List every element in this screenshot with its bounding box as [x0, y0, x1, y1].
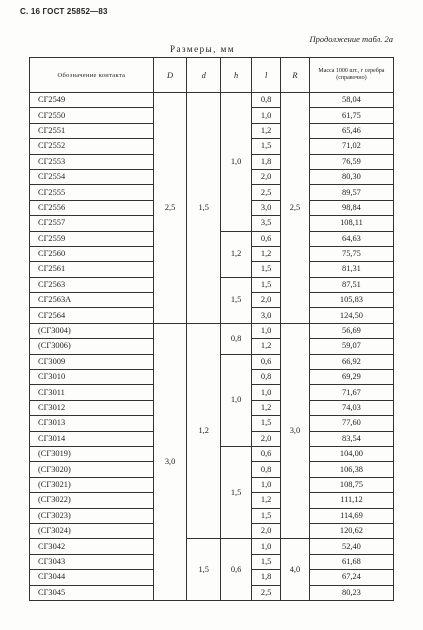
cell-l: 3,5 [252, 216, 281, 231]
cell-mass: 98,84 [309, 200, 393, 215]
table-row [30, 323, 394, 338]
cell-name: СГ2554 [30, 169, 154, 184]
cell-l: 2,0 [252, 169, 281, 184]
cell-d: 1,5 [187, 93, 221, 324]
cell-l: 2,0 [252, 431, 281, 446]
cell-name: СГ2561 [30, 262, 154, 277]
cell-D: 2,5 [153, 93, 187, 324]
cell-l: 1,5 [252, 262, 281, 277]
cell-mass: 105,83 [309, 293, 393, 308]
cell-name: СГ2564 [30, 308, 154, 323]
dimensions-title: Размеры, мм [170, 44, 236, 54]
cell-mass: 52,40 [309, 539, 393, 554]
page-header: С. 16 ГОСТ 25852—83 [20, 7, 108, 16]
table-row [30, 539, 394, 554]
cell-mass: 80,30 [309, 169, 393, 184]
cell-mass: 111,12 [309, 493, 393, 508]
cell-name: СГ2563А [30, 293, 154, 308]
cell-name: СГ3010 [30, 370, 154, 385]
cell-name: (СГ3019) [30, 446, 154, 461]
cell-name: (СГ3006) [30, 339, 154, 354]
cell-l: 1,8 [252, 154, 281, 169]
cell-name: СГ2555 [30, 185, 154, 200]
cell-h: 1,2 [220, 231, 251, 277]
cell-name: (СГ3022) [30, 493, 154, 508]
cell-l: 0,8 [252, 370, 281, 385]
cell-l: 1,5 [252, 508, 281, 523]
cell-mass: 61,75 [309, 108, 393, 123]
cell-name: СГ2563 [30, 277, 154, 292]
cell-D: 3,0 [153, 323, 187, 600]
cell-mass: 77,60 [309, 416, 393, 431]
cell-l: 1,2 [252, 400, 281, 415]
cell-mass: 59,07 [309, 339, 393, 354]
cell-h: 0,6 [220, 539, 251, 601]
cell-name: СГ3042 [30, 539, 154, 554]
cell-l: 1,5 [252, 416, 281, 431]
cell-mass: 75,75 [309, 246, 393, 261]
cell-mass: 71,02 [309, 139, 393, 154]
cell-mass: 108,75 [309, 477, 393, 492]
cell-name: СГ3043 [30, 554, 154, 569]
cell-mass: 106,38 [309, 462, 393, 477]
cell-name: СГ3013 [30, 416, 154, 431]
cell-name: СГ3009 [30, 354, 154, 369]
cell-l: 1,8 [252, 570, 281, 585]
cell-l: 1,2 [252, 246, 281, 261]
continuation-note: Продолжение табл. 2а [309, 34, 393, 44]
cell-name: СГ2557 [30, 216, 154, 231]
cell-name: СГ2551 [30, 123, 154, 138]
cell-l: 0,6 [252, 231, 281, 246]
cell-name: СГ2549 [30, 93, 154, 108]
cell-l: 2,5 [252, 585, 281, 600]
cell-name: СГ2559 [30, 231, 154, 246]
cell-d: 1,5 [187, 539, 221, 601]
cell-name: СГ2560 [30, 246, 154, 261]
cell-mass: 89,57 [309, 185, 393, 200]
cell-mass: 58,04 [309, 93, 393, 108]
cell-name: (СГ3023) [30, 508, 154, 523]
header-name: Обозначение контакта [30, 58, 154, 93]
cell-mass: 87,51 [309, 277, 393, 292]
cell-mass: 104,00 [309, 446, 393, 461]
cell-h: 1,0 [220, 354, 251, 446]
cell-h: 1,5 [220, 277, 251, 323]
cell-R: 3,0 [281, 323, 310, 538]
cell-name: (СГ3024) [30, 523, 154, 538]
header-mass: Масса 1000 шт., г серебра (справочно) [309, 58, 393, 93]
cell-l: 1,2 [252, 339, 281, 354]
cell-l: 2,0 [252, 523, 281, 538]
cell-name: СГ2553 [30, 154, 154, 169]
cell-h: 1,5 [220, 446, 251, 538]
cell-l: 0,8 [252, 93, 281, 108]
cell-d: 1,2 [187, 323, 221, 538]
cell-mass: 120,62 [309, 523, 393, 538]
header-D: D [153, 58, 187, 93]
cell-name: (СГ3020) [30, 462, 154, 477]
cell-l: 1,2 [252, 493, 281, 508]
cell-h: 0,8 [220, 323, 251, 354]
cell-mass: 67,24 [309, 570, 393, 585]
cell-name: СГ3044 [30, 570, 154, 585]
cell-l: 2,0 [252, 293, 281, 308]
cell-mass: 83,54 [309, 431, 393, 446]
header-R: R [281, 58, 310, 93]
cell-l: 0,8 [252, 462, 281, 477]
header-d: d [187, 58, 221, 93]
cell-l: 2,5 [252, 185, 281, 200]
cell-l: 1,0 [252, 108, 281, 123]
dimensions-table [29, 57, 394, 601]
cell-l: 3,0 [252, 308, 281, 323]
cell-mass: 74,03 [309, 400, 393, 415]
cell-mass: 65,46 [309, 123, 393, 138]
cell-name: (СГ3004) [30, 323, 154, 338]
cell-R: 2,5 [281, 93, 310, 324]
cell-mass: 108,11 [309, 216, 393, 231]
cell-l: 1,0 [252, 477, 281, 492]
cell-l: 1,0 [252, 323, 281, 338]
cell-mass: 124,50 [309, 308, 393, 323]
cell-mass: 80,23 [309, 585, 393, 600]
cell-mass: 71,67 [309, 385, 393, 400]
cell-name: СГ2550 [30, 108, 154, 123]
cell-name: СГ3014 [30, 431, 154, 446]
cell-name: СГ2556 [30, 200, 154, 215]
cell-name: СГ3012 [30, 400, 154, 415]
cell-h: 1,0 [220, 93, 251, 232]
cell-name: СГ3011 [30, 385, 154, 400]
cell-name: СГ3045 [30, 585, 154, 600]
cell-l: 3,0 [252, 200, 281, 215]
header-h: h [220, 58, 251, 93]
cell-l: 1,5 [252, 277, 281, 292]
cell-name: СГ2552 [30, 139, 154, 154]
cell-l: 1,0 [252, 385, 281, 400]
cell-l: 1,5 [252, 554, 281, 569]
cell-l: 1,0 [252, 539, 281, 554]
cell-mass: 61,68 [309, 554, 393, 569]
cell-mass: 56,69 [309, 323, 393, 338]
cell-l: 0,6 [252, 354, 281, 369]
table-row [30, 93, 394, 108]
cell-mass: 76,59 [309, 154, 393, 169]
cell-mass: 81,31 [309, 262, 393, 277]
cell-l: 0,6 [252, 446, 281, 461]
cell-mass: 64,63 [309, 231, 393, 246]
cell-name: (СГ3021) [30, 477, 154, 492]
cell-mass: 66,92 [309, 354, 393, 369]
table-header-row [30, 58, 394, 93]
cell-R: 4,0 [281, 539, 310, 601]
cell-l: 1,5 [252, 139, 281, 154]
cell-mass: 114,69 [309, 508, 393, 523]
cell-l: 1,2 [252, 123, 281, 138]
cell-mass: 69,29 [309, 370, 393, 385]
header-l: l [252, 58, 281, 93]
